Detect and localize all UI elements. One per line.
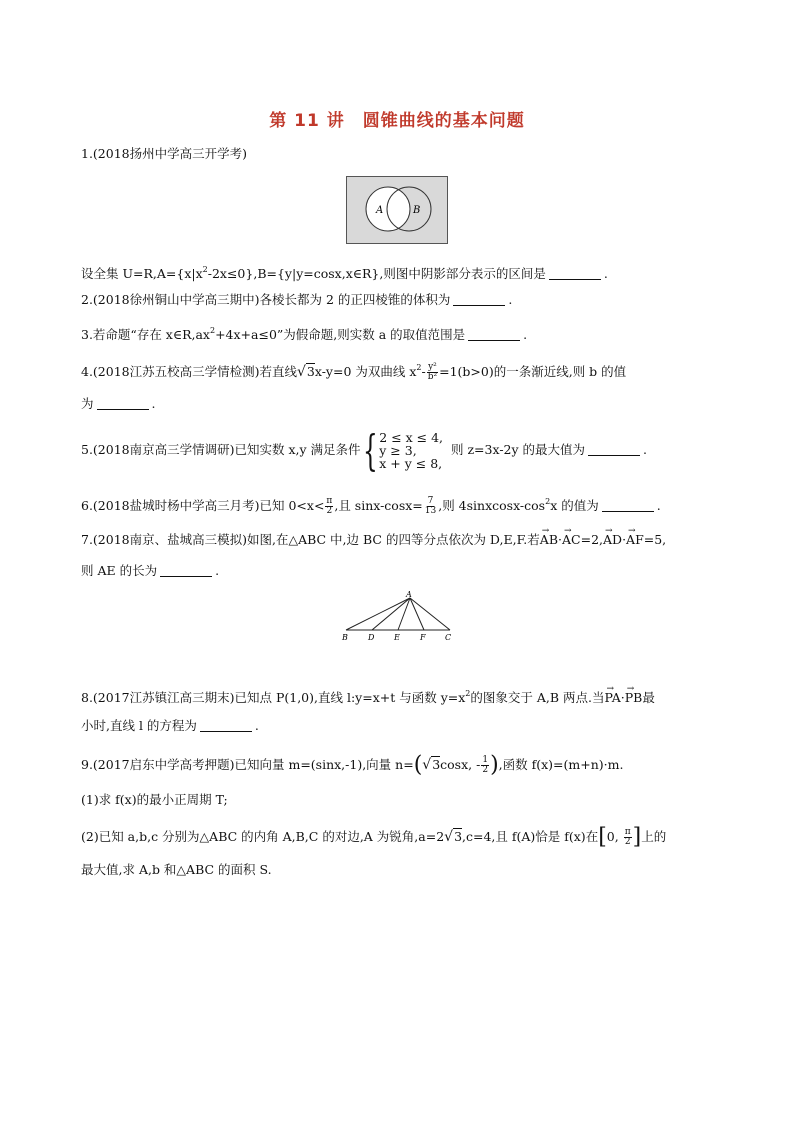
q9-part1: (1)求 f(x)的最小正周期 T; [81,792,228,807]
venn-label-b: B [413,205,421,216]
answer-blank[interactable] [160,564,212,577]
triangle-figure [338,590,458,642]
answer-blank[interactable] [453,293,505,306]
label-b: B [342,633,348,642]
page-title: 第 11 讲 圆锥曲线的基本问题 [269,111,525,131]
q2-text: 2.(2018徐州铜山中学高三期中)各棱长都为 2 的正四棱锥的体积为 . [81,292,513,307]
q6-text: 6.(2018盐城时杨中学高三月考)已知 0<x< $\frac{\pi}{2}$ ,且 sinx-cosx= $\frac{7}{13}$ ,则 $4sinxcosx-\cos^2x$ 的值为 . [81,496,661,516]
q5-text: 5.(2018南京高三学情调研)已知实数 x,y 满足条件{ 2 ≤ x ≤ 4, y ≥ 3, x + y ≤ 8, 则 z=3x-2y 的最大值为 . [81,425,648,475]
q9-part2-line2: 最大值,求 A,b 和△ABC 的面积 S. [81,862,272,877]
q9-part2: (2)已知 a,b,c 分别为△ABC 的内角 A,B,C 的对边,A 为锐角,a=2√3,c=4,且 f(A)恰是 f(x)在[0, $\frac{\pi}{2}$ ]上的 [81,824,667,850]
q4-line2: 为 . [81,396,156,411]
label-d: D [368,633,375,642]
label-c: C [445,633,452,642]
answer-blank[interactable] [602,499,654,512]
segment-af [410,598,424,630]
label-e: E [394,633,400,642]
answer-blank[interactable] [549,267,601,280]
q8-line2: 小时,直线 l 的方程为 . [81,718,259,733]
venn-label-a: A [376,205,384,216]
venn-diagram [346,176,448,244]
q3-text: 3.若命题“存在 $x\in R,ax^2+4x+a\le 0$”为假命题,则实数 a 的取值范围是 . [81,326,528,342]
segment-ac [410,598,450,630]
answer-blank[interactable] [588,443,640,456]
q4-text: 4.(2018江苏五校高三学情检测)若直线√3x-y=0 为双曲线 $x^2-$ $\frac{\text{y²}}{\text{b²}}$ =1(b>0)的一条渐近线,则 b 的值 [81,362,627,382]
answer-blank[interactable] [468,328,520,341]
label-a: A [406,590,412,599]
label-f: F [420,633,426,642]
q9-text: 9.(2017启东中学高考押题)已知向量 m=(sinx,-1),向量 n=(√3cosx, - $\frac{1}{2}$ ),函数 f(x)=(m+n)·m. [81,752,624,778]
q5-conditions: 2 ≤ x ≤ 4, y ≥ 3, x + y ≤ 8, [379,430,444,471]
q7-text: 7.(2018南京、盐城高三模拟)如图,在△ABC 中,边 BC 的四等分点依次为 D,E,F.若→ AB·→ AC=2,→ AD·→ AF=5, [81,532,666,548]
q1-source: 1.(2018扬州中学高三开学考) [81,146,247,161]
answer-blank[interactable] [200,719,252,732]
q7-line2: 则 AE 的长为 . [81,563,220,578]
q8-text: 8.(2017江苏镇江高三期末)已知点 P(1,0),直线 l:y=x+t 与函数 $y=x^2$的图象交于 A,B 两点.当→ PA·→ PB最 [81,686,655,706]
venn-circle-a [366,187,410,231]
answer-blank[interactable] [97,397,149,410]
q1-text: 设全集 $U=R,A=\{x|x^2-2x\le 0\},B=\{y|y=\cos x,x\in R\}$,则图中阴影部分表示的区间是 . [81,265,608,281]
